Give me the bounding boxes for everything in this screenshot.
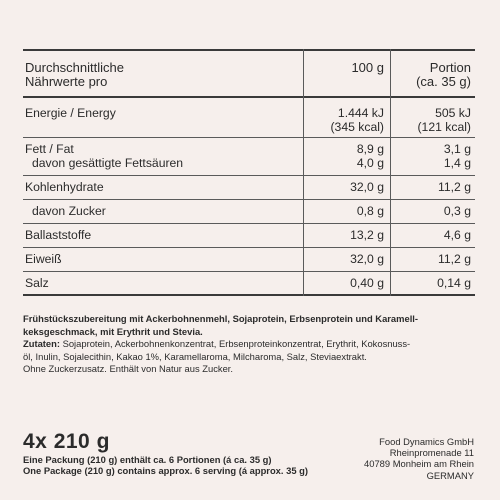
product-description	[23, 313, 478, 376]
header-portion-line2: (ca. 35 g)	[416, 74, 471, 89]
ingredients-label: Zutaten:	[23, 338, 60, 350]
protein-100g: 32,0 g	[350, 252, 384, 266]
row-label-carbohydrates: Kohlenhydrate	[25, 180, 104, 194]
table-bottom-border	[23, 294, 475, 296]
address-country: GERMANY	[426, 469, 474, 481]
energy-100g-kcal: (345 kcal)	[330, 120, 384, 134]
description-line1	[23, 313, 478, 326]
description-line1-text: Frühstückszubereitung mit Ackerbohnenmehl, Sojaprotein, Erbsenprotein und Karamell-	[23, 313, 419, 324]
table-header-border	[23, 96, 475, 98]
salt-portion: 0,14 g	[437, 276, 471, 290]
row-divider	[23, 223, 475, 224]
row-divider	[23, 175, 475, 176]
column-divider	[390, 49, 391, 296]
manufacturer-address	[364, 436, 474, 481]
saturated-fat-portion: 1,4 g	[443, 156, 471, 170]
address-street: Rheinpromenade 11	[389, 447, 474, 459]
row-divider	[23, 137, 475, 138]
table-top-border	[23, 49, 475, 51]
description-line2	[23, 326, 478, 339]
fat-portion: 3,1 g	[443, 142, 471, 156]
header-label	[25, 61, 124, 89]
energy-portion-kcal: (121 kcal)	[417, 120, 471, 134]
saturated-fat-100g: 4,0 g	[356, 156, 384, 170]
energy-100g	[330, 106, 384, 134]
package-info-en: One Package (210 g) contains approx. 6 serving (á approx. 35 g)	[23, 465, 308, 476]
row-label-sugar: davon Zucker	[32, 204, 106, 218]
salt-100g: 0,40 g	[350, 276, 384, 290]
sugar-100g: 0,8 g	[356, 204, 384, 218]
header-label-line1: Durchschnittliche	[25, 60, 124, 75]
header-portion	[416, 61, 471, 89]
header-portion-line1: Portion	[429, 60, 471, 75]
row-label-protein: Eiweiß	[25, 252, 62, 266]
header-label-line2: Nährwerte pro	[25, 74, 108, 89]
row-label-saturated-fat: davon gesättigte Fettsäuren	[32, 156, 184, 170]
row-label-fibre: Ballaststoffe	[25, 228, 92, 242]
row-divider	[23, 247, 475, 248]
row-label-energy: Energie / Energy	[25, 106, 116, 120]
ingredients-text-1: Sojaprotein, Ackerbohnenkonzentrat, Erbsenproteinkonzentrat, Erythrit, Kokosnuss-	[59, 338, 411, 350]
row-label-fat: Fett / Fat	[25, 142, 74, 156]
address-city: 40789 Monheim am Rhein	[364, 458, 474, 470]
sugar-note: Ohne Zuckerzusatz. Enthält von Natur aus Zucker.	[23, 363, 233, 375]
carbohydrates-portion: 11,2 g	[438, 180, 471, 194]
header-per100: 100 g	[351, 60, 384, 75]
ingredients-line2: öl, Inulin, Sojalecithin, Kakao 1%, Karamellaroma, Milcharoma, Salz, Steviaextrakt.	[23, 350, 367, 362]
protein-portion: 11,2 g	[438, 252, 471, 266]
sugar-portion: 0,3 g	[443, 204, 471, 218]
address-company: Food Dynamics GmbH	[379, 436, 474, 447]
energy-100g-kj: 1.444 kJ	[337, 106, 384, 120]
nutrition-table	[23, 49, 475, 296]
carbohydrates-100g: 32,0 g	[350, 180, 384, 194]
row-divider	[23, 271, 475, 272]
ingredients-line1	[23, 338, 478, 351]
fibre-100g: 13,2 g	[350, 228, 384, 242]
energy-portion-kj: 505 kJ	[435, 106, 471, 120]
package-info-de: Eine Packung (210 g) enthält ca. 6 Portionen (á ca. 35 g)	[23, 454, 272, 465]
fat-100g: 8,9 g	[356, 142, 384, 156]
row-divider	[23, 199, 475, 200]
fibre-portion: 4,6 g	[443, 228, 471, 242]
package-weight: 4x 210 g	[23, 430, 110, 453]
row-label-salt: Salz	[25, 276, 49, 290]
column-divider	[303, 49, 304, 296]
energy-portion	[417, 106, 471, 134]
description-line2-text: keksgeschmack, mit Erythrit und Stevia.	[23, 325, 203, 337]
